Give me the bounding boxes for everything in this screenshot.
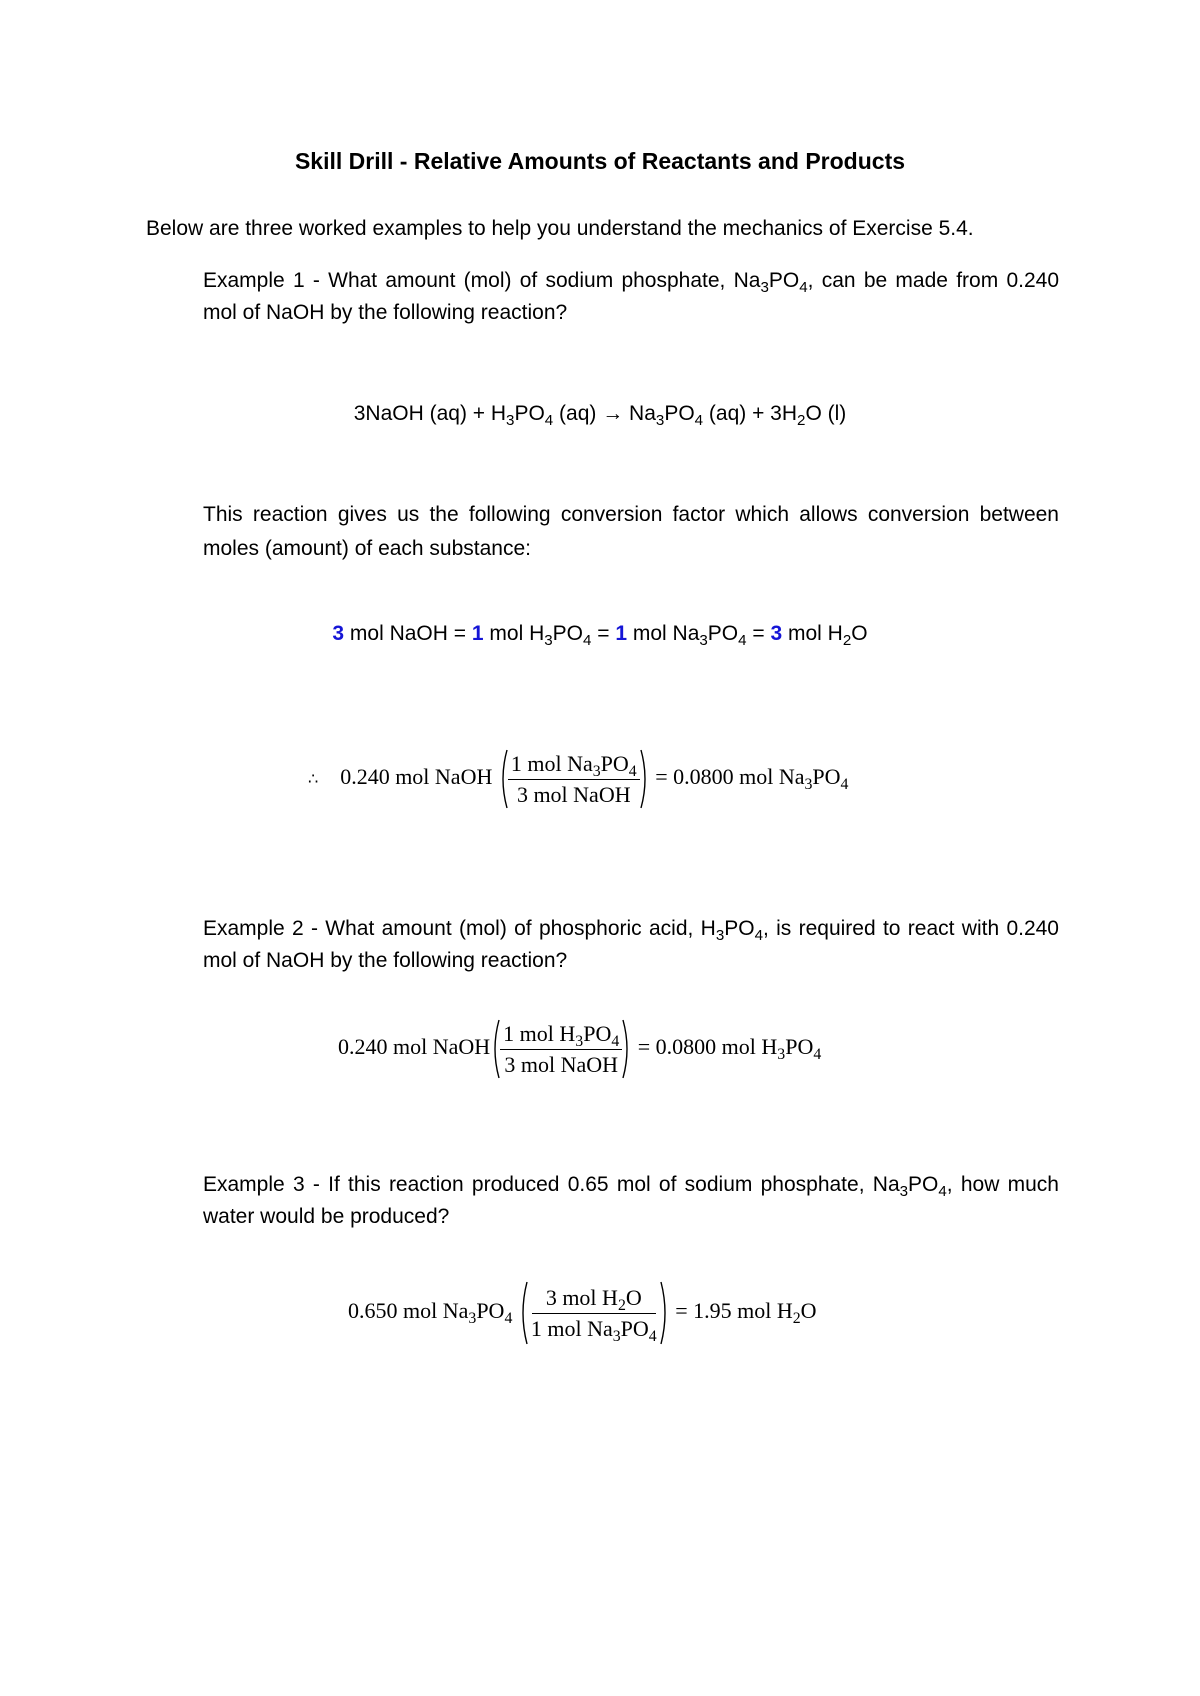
conversion-fraction: $\frac{1 mol Na_3PO_4}{\text{3 mol NaOH}}$ (508, 751, 640, 808)
mole-ratio-line: 3 mol NaOH = 1 mol $H_3PO_4 = 1$ mol $Na_3PO_4 = 3$ mol $H_2O$ (332, 622, 868, 649)
reaction-equation: 3NaOH $(aq) + H_3PO_4$ $(aq) \to Na_3PO_4$ $(aq) + 3H_2O$ (l) (353, 402, 847, 429)
left-paren-icon (490, 1018, 500, 1080)
coefficient: 3 (332, 622, 345, 645)
intro-text: Below are three worked examples to help you understand the mechanics of Exercise 5.4. (146, 217, 974, 240)
conversion-factor-text: This reaction gives us the following conversion factor which allows conversion between moles (amount) of each substance: (203, 503, 1059, 560)
conversion-fraction: $\frac{3 mol H_2O}{1 mol Na_3PO_4}$ (530, 1284, 657, 1345)
arrow-icon: → (602, 402, 624, 425)
right-paren-icon (660, 1280, 670, 1346)
left-paren-icon (498, 748, 508, 810)
example2-question: Example 2 - What amount (mol) of phosphoric acid, $H_3PO_4$, is required to react with 0.240 mol of NaOH by the following reaction? (203, 917, 1059, 972)
conversion-fraction: $\frac{1 mol H_3PO_4}{\text{3 mol NaOH}}$ (500, 1021, 622, 1078)
example3-question: Example 3 - If this reaction produced 0.65 mol of sodium phosphate, $Na_3PO_4$, how much water would be produced? (203, 1173, 1059, 1228)
right-paren-icon (622, 1018, 632, 1080)
example1-question: Example 1 - What amount (mol) of sodium phosphate, $Na_3PO_4$, can be made from 0.240 mol of NaOH by the following reaction? (203, 269, 1059, 324)
right-paren-icon (640, 748, 650, 810)
coefficient: 1 (615, 622, 628, 645)
example2-calculation: 0.240 mol NaOH $\frac{1 mol H_3PO_4}{\text{3 mol NaOH}}$ = 0.0800 mol $H_3PO_4$ (338, 1018, 821, 1080)
therefore-icon: ∴ (308, 769, 319, 789)
coefficient: 1 (471, 622, 484, 645)
page-title: Skill Drill - Relative Amounts of Reactants and Products (294, 148, 906, 174)
example1-calculation: ∴ 0.240 mol NaOH $\frac{1 mol Na_3PO_4}{\text{3 mol NaOH}}$ = 0.0800 mol $Na_3PO_4$ (308, 748, 848, 810)
example3-calculation: 0.650 mol $Na_3PO_4$ $\frac{3 mol H_2O}{1 mol Na_3PO_4}$ = 1.95 mol $H_2O$ (348, 1280, 817, 1346)
left-paren-icon (518, 1280, 528, 1346)
coefficient: 3 (770, 622, 783, 645)
